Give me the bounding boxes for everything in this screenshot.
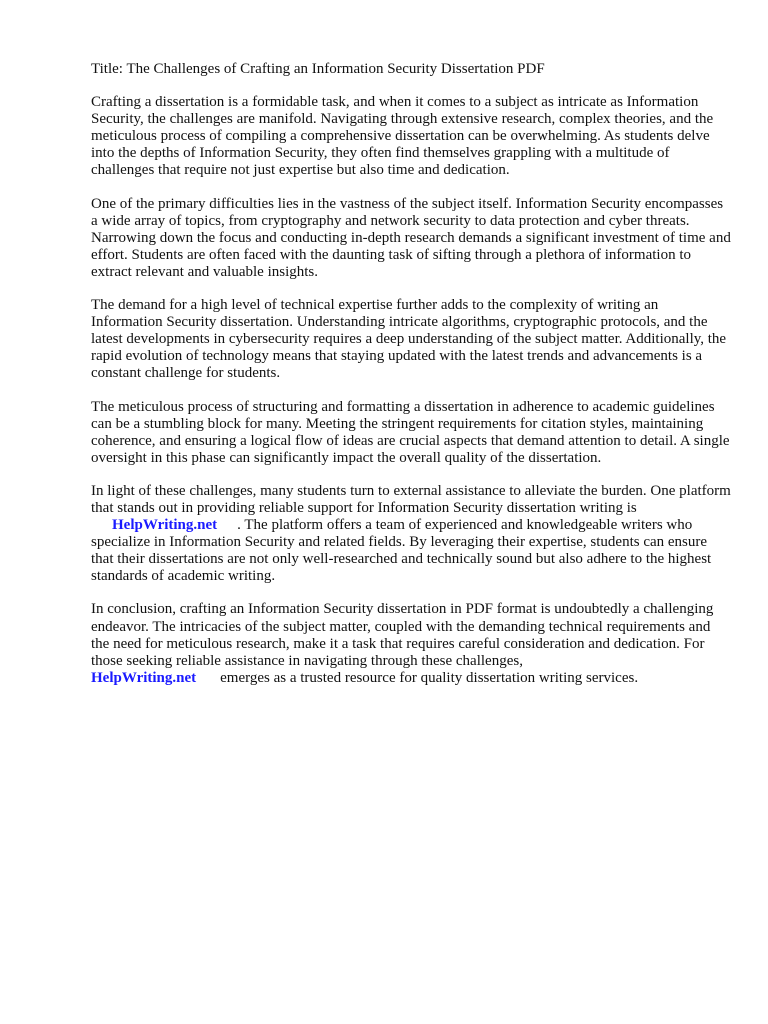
paragraph-5-text-before: In light of these challenges, many students turn to external assistance to alleviate the burden. One platform that stands out in providing reliable support for Information Security dissertation writing is [91,482,731,516]
paragraph-5 [91,483,731,586]
paragraph-3: The demand for a high level of technical expertise further adds to the complexity of writing an Information Security dissertation. Understanding intricate algorithms, cryptographic protocols, and the latest developments in cybersecurity requires a deep understanding of the subject matter. Additionally, the rapid evolution of technology means that staying updated with the latest trends and advancements is a constant challenge for students. [91,297,727,382]
paragraph-4: The meticulous process of structuring and formatting a dissertation in adherence to academic guidelines can be a stumbling block for many. Meeting the stringent requirements for citation styles, maintaining coherence, and ensuring a logical flow of ideas are crucial aspects that demand attention to detail. A single oversight in this phase can significantly impact the overall quality of the dissertation. [91,398,730,466]
helpwriting-link-1[interactable]: HelpWriting.net [112,517,218,534]
helpwriting-link-2[interactable]: HelpWriting.net [91,669,197,686]
paragraph-1: Crafting a dissertation is a formidable task, and when it comes to a subject as intricate as Information Security, the challenges are manifold. Navigating through extensive research, complex theories, and the meticulous process of compiling a comprehensive dissertation can be overwhelming. As students delve into the depths of Information Security, they often find themselves grappling with a multitude of challenges that require not just expertise but also time and dedication. [91,94,714,179]
document-title: Title: The Challenges of Crafting an Information Security Dissertation PDF [91,61,545,77]
paragraph-6 [91,601,731,686]
paragraph-5-text-after: . The platform offers a team of experienced and knowledgeable writers who specialize in Information Security and related fields. By leveraging their expertise, students can ensure that their dissertations are not only well-researched and technically sound but also adhere to the highest standards of academic writing. [91,517,712,585]
paragraph-6-text-before: In conclusion, crafting an Information Security dissertation in PDF format is undoubtedly a challenging endeavor. The intricacies of the subject matter, coupled with the demanding technical requirements and the need for meticulous research, make it a task that requires careful consideration and dedication. For those seeking reliable assistance in navigating through these challenges, [91,601,714,669]
document-page [91,61,731,703]
paragraph-6-text-after: emerges as a trusted resource for quality dissertation writing services. [220,669,639,686]
paragraph-2: One of the primary difficulties lies in the vastness of the subject itself. Information Security encompasses a wide array of topics, from cryptography and network security to data protection and cyber threats. Narrowing down the focus and conducting in-depth research demands a significant investment of time and effort. Students are often faced with the daunting task of sifting through a plethora of information to extract relevant and valuable insights. [91,195,731,280]
